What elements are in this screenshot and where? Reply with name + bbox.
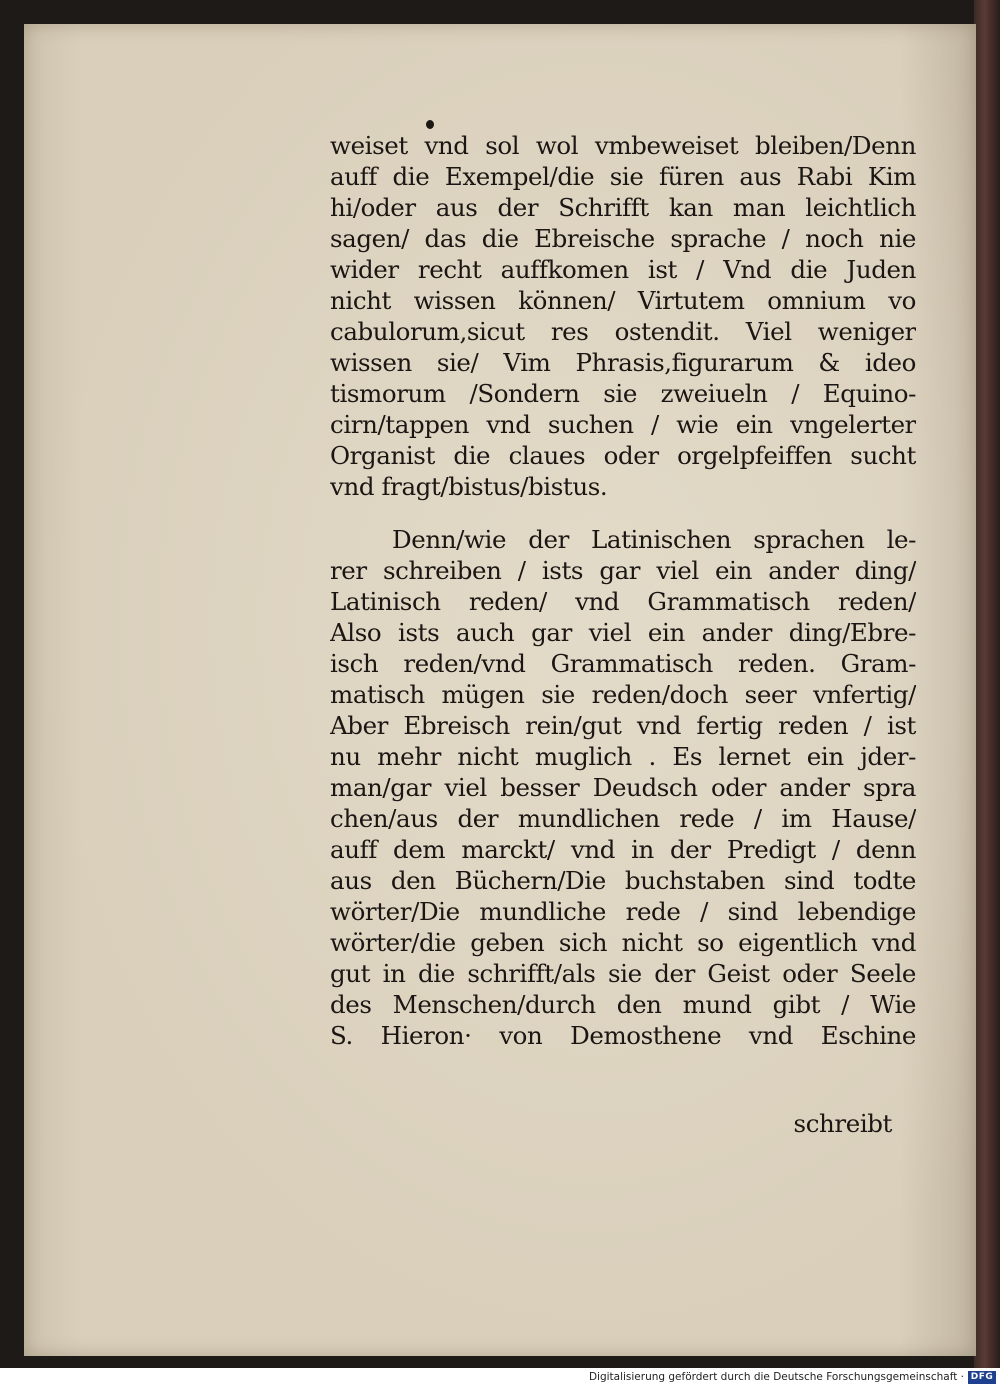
book-page xyxy=(24,24,976,1356)
paragraph-1 xyxy=(330,130,916,502)
paragraph-gap xyxy=(330,502,916,524)
text-line: vnd fragt/bistus/bistus. xyxy=(330,472,608,501)
text-line: auff die Exempel/die sie füren aus Rabi Kim xyxy=(330,162,916,191)
text-line: man/gar viel besser Deudsch oder ander spra xyxy=(330,773,916,802)
text-line: sagen/ das die Ebreische sprache / noch nie xyxy=(330,224,916,253)
book-cover-edge xyxy=(974,0,1000,1368)
funding-credit: Digitalisierung gefördert durch die Deutsche Forschungsgemeinschaft · xyxy=(588,1371,964,1383)
text-line: nicht wissen können/ Virtutem omnium vo xyxy=(330,286,916,315)
text-line: aus den Büchern/Die buchstaben sind todte xyxy=(330,866,916,895)
text-line: wider recht auffkomen ist / Vnd die Juden xyxy=(330,255,916,284)
text-line: weiset vnd sol wol vmbeweiset bleiben/Denn xyxy=(330,131,916,160)
text-line: S. Hieron· von Demosthene vnd Eschine xyxy=(330,1021,916,1050)
text-line: Denn/wie der Latinischen sprachen le- xyxy=(392,525,916,554)
text-line: chen/aus der mundlichen rede / im Hause/ xyxy=(330,804,916,833)
text-line: Organist die claues oder orgelpfeiffen sucht xyxy=(330,441,916,470)
text-line: Aber Ebreisch rein/gut vnd fertig reden / ist xyxy=(330,711,916,740)
text-line: isch reden/vnd Grammatisch reden. Gram- xyxy=(330,649,916,678)
text-line: hi/oder aus der Schrifft kan man leichtlich xyxy=(330,193,916,222)
text-line: rer schreiben / ists gar viel ein ander ding/ xyxy=(330,556,916,585)
text-line: Also ists auch gar viel ein ander ding/Ebre- xyxy=(330,618,916,647)
text-line: des Menschen/durch den mund gibt / Wie xyxy=(330,990,916,1019)
text-line: cirn/tappen vnd suchen / wie ein vngelerter xyxy=(330,410,916,439)
page-text-block xyxy=(330,130,916,1051)
text-line: tismorum /Sondern sie zweiueln / Equino- xyxy=(330,379,916,408)
text-line: gut in die schrifft/als sie der Geist oder Seele xyxy=(330,959,916,988)
text-line: matisch mügen sie reden/doch seer vnfertig/ xyxy=(330,680,916,709)
text-line: wörter/die geben sich nicht so eigentlich vnd xyxy=(330,928,916,957)
text-line: wissen sie/ Vim Phrasis,figurarum & ideo xyxy=(330,348,916,377)
paragraph-2 xyxy=(330,524,916,1051)
catchword: schreibt xyxy=(793,1109,892,1138)
footer-bar xyxy=(0,1368,1000,1388)
text-line: Latinisch reden/ vnd Grammatisch reden/ xyxy=(330,587,916,616)
dfg-logo-icon: DFG xyxy=(968,1371,996,1384)
text-line: nu mehr nicht muglich . Es lernet ein jder- xyxy=(330,742,916,771)
text-line: auff dem marckt/ vnd in der Predigt / denn xyxy=(330,835,916,864)
text-line: wörter/Die mundliche rede / sind lebendige xyxy=(330,897,916,926)
ink-dot-mark xyxy=(426,120,434,129)
text-line: cabulorum,sicut res ostendit. Viel weniger xyxy=(330,317,916,346)
